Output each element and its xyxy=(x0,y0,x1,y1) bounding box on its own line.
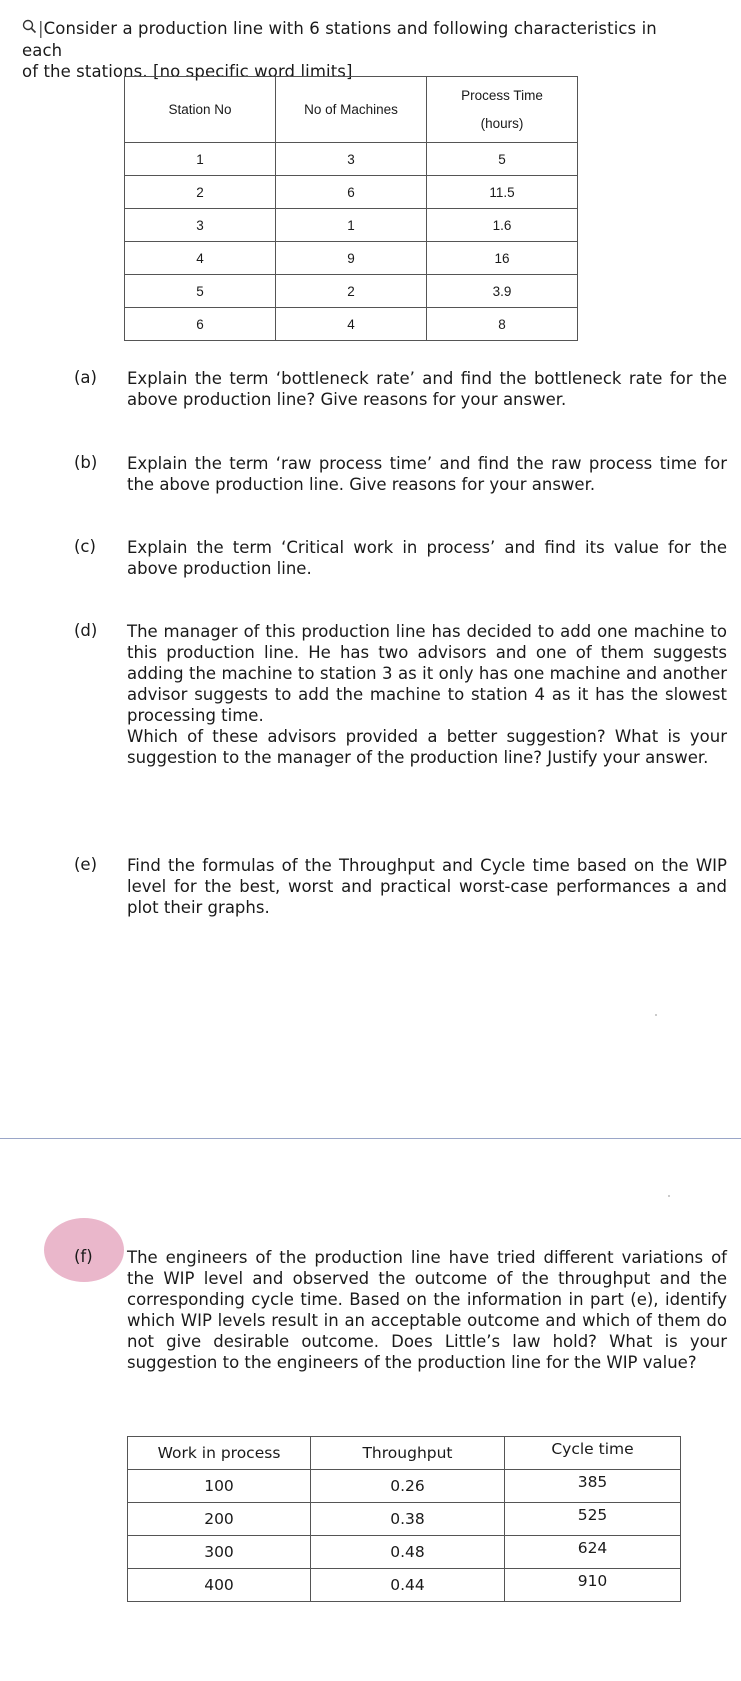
process-time-cell: 16 xyxy=(427,242,578,275)
magnifier-icon xyxy=(22,19,38,40)
wip-cell: 200 xyxy=(128,1503,311,1536)
process-time-cell: 8 xyxy=(427,308,578,341)
question-b-text: Explain the term ‘raw process time’ and find the raw process time for the above production line. Give reasons for your answer. xyxy=(127,454,727,494)
machines-cell: 3 xyxy=(276,143,427,176)
header-cycle-time: Cycle time xyxy=(505,1437,681,1470)
throughput-cell: 0.26 xyxy=(311,1470,505,1503)
wip-cell: 100 xyxy=(128,1470,311,1503)
header-process-time-line2: (hours) xyxy=(480,115,524,131)
table-row xyxy=(125,308,578,341)
header-no-of-machines: No of Machines xyxy=(276,77,427,143)
cycle-time-cell: 624 xyxy=(505,1536,681,1569)
question-c-label: (c) xyxy=(74,537,96,556)
question-e-text: Find the formulas of the Throughput and Cycle time based on the WIP level for the best, worst and practical worst-case performances a and plot their graphs. xyxy=(127,856,727,917)
table-header-row xyxy=(128,1437,681,1470)
scan-speck xyxy=(668,1195,670,1197)
process-time-cell: 11.5 xyxy=(427,176,578,209)
station-no-cell: 5 xyxy=(125,275,276,308)
header-work-in-process: Work in process xyxy=(128,1437,311,1470)
machines-cell: 1 xyxy=(276,209,427,242)
question-d-paragraph-1: The manager of this production line has decided to add one machine to this production line. He has two advisors and one of them suggests adding the machine to station 3 as it only has one machine and another advisor suggests to add the machine to station 4 as it has the slowest processing time. xyxy=(127,622,727,725)
page-divider xyxy=(0,1138,741,1139)
question-a-text: Explain the term ‘bottleneck rate’ and find the bottleneck rate for the above production line? Give reasons for your answer. xyxy=(127,369,727,409)
table-row xyxy=(125,275,578,308)
header-throughput: Throughput xyxy=(311,1437,505,1470)
process-time-cell: 3.9 xyxy=(427,275,578,308)
cycle-time-cell: 525 xyxy=(505,1503,681,1536)
cycle-time-cell: 385 xyxy=(505,1470,681,1503)
table-row xyxy=(128,1536,681,1569)
header-process-time xyxy=(427,77,578,143)
station-no-cell: 4 xyxy=(125,242,276,275)
question-intro: |Consider a production line with 6 stations and following characteristics in each of the stations. [no specific word limits] xyxy=(22,19,657,81)
wip-cell: 400 xyxy=(128,1569,311,1602)
question-d-label: (d) xyxy=(74,621,98,640)
table-row xyxy=(128,1503,681,1536)
question-c-text: Explain the term ‘Critical work in process’ and find its value for the above production line. xyxy=(127,538,727,578)
question-f-label: (f) xyxy=(74,1247,93,1266)
cycle-time-cell: 910 xyxy=(505,1569,681,1602)
machines-cell: 9 xyxy=(276,242,427,275)
table-row xyxy=(125,176,578,209)
process-time-cell: 5 xyxy=(427,143,578,176)
question-d-paragraph-2: Which of these advisors provided a better suggestion? What is your suggestion to the manager of the production line? Justify your answer. xyxy=(127,727,727,767)
throughput-cell: 0.38 xyxy=(311,1503,505,1536)
machines-cell: 4 xyxy=(276,308,427,341)
station-no-cell: 6 xyxy=(125,308,276,341)
question-f-text: The engineers of the production line have tried different variations of the WIP level and observed the outcome of the throughput and the corresponding cycle time. Based on the information in part (e), identify which WIP levels result in an acceptable outcome and which of them do not give desirable outcome. Does Little’s law hold? What is your suggestion to the engineers of the production line for the WIP value? xyxy=(127,1248,727,1372)
question-e-label: (e) xyxy=(74,855,98,874)
table-row xyxy=(128,1470,681,1503)
wip-cell: 300 xyxy=(128,1536,311,1569)
machines-cell: 2 xyxy=(276,275,427,308)
header-station-no: Station No xyxy=(125,77,276,143)
table-row xyxy=(125,209,578,242)
table-row xyxy=(128,1569,681,1602)
station-table xyxy=(124,76,578,341)
intro-line-1: Consider a production line with 6 stations and following characteristics in each xyxy=(22,19,657,60)
station-no-cell: 3 xyxy=(125,209,276,242)
wip-table xyxy=(127,1436,681,1602)
question-a-label: (a) xyxy=(74,368,97,387)
table-row xyxy=(125,143,578,176)
question-d-text xyxy=(127,621,727,768)
header-process-time-line1: Process Time xyxy=(461,87,543,103)
throughput-cell: 0.44 xyxy=(311,1569,505,1602)
station-no-cell: 1 xyxy=(125,143,276,176)
table-header-row xyxy=(125,77,578,143)
table-row xyxy=(125,242,578,275)
station-no-cell: 2 xyxy=(125,176,276,209)
throughput-cell: 0.48 xyxy=(311,1536,505,1569)
machines-cell: 6 xyxy=(276,176,427,209)
process-time-cell: 1.6 xyxy=(427,209,578,242)
intro-line-2: of the stations. [no specific word limits] xyxy=(22,62,353,81)
question-b-label: (b) xyxy=(74,453,98,472)
scan-speck xyxy=(655,1014,657,1016)
